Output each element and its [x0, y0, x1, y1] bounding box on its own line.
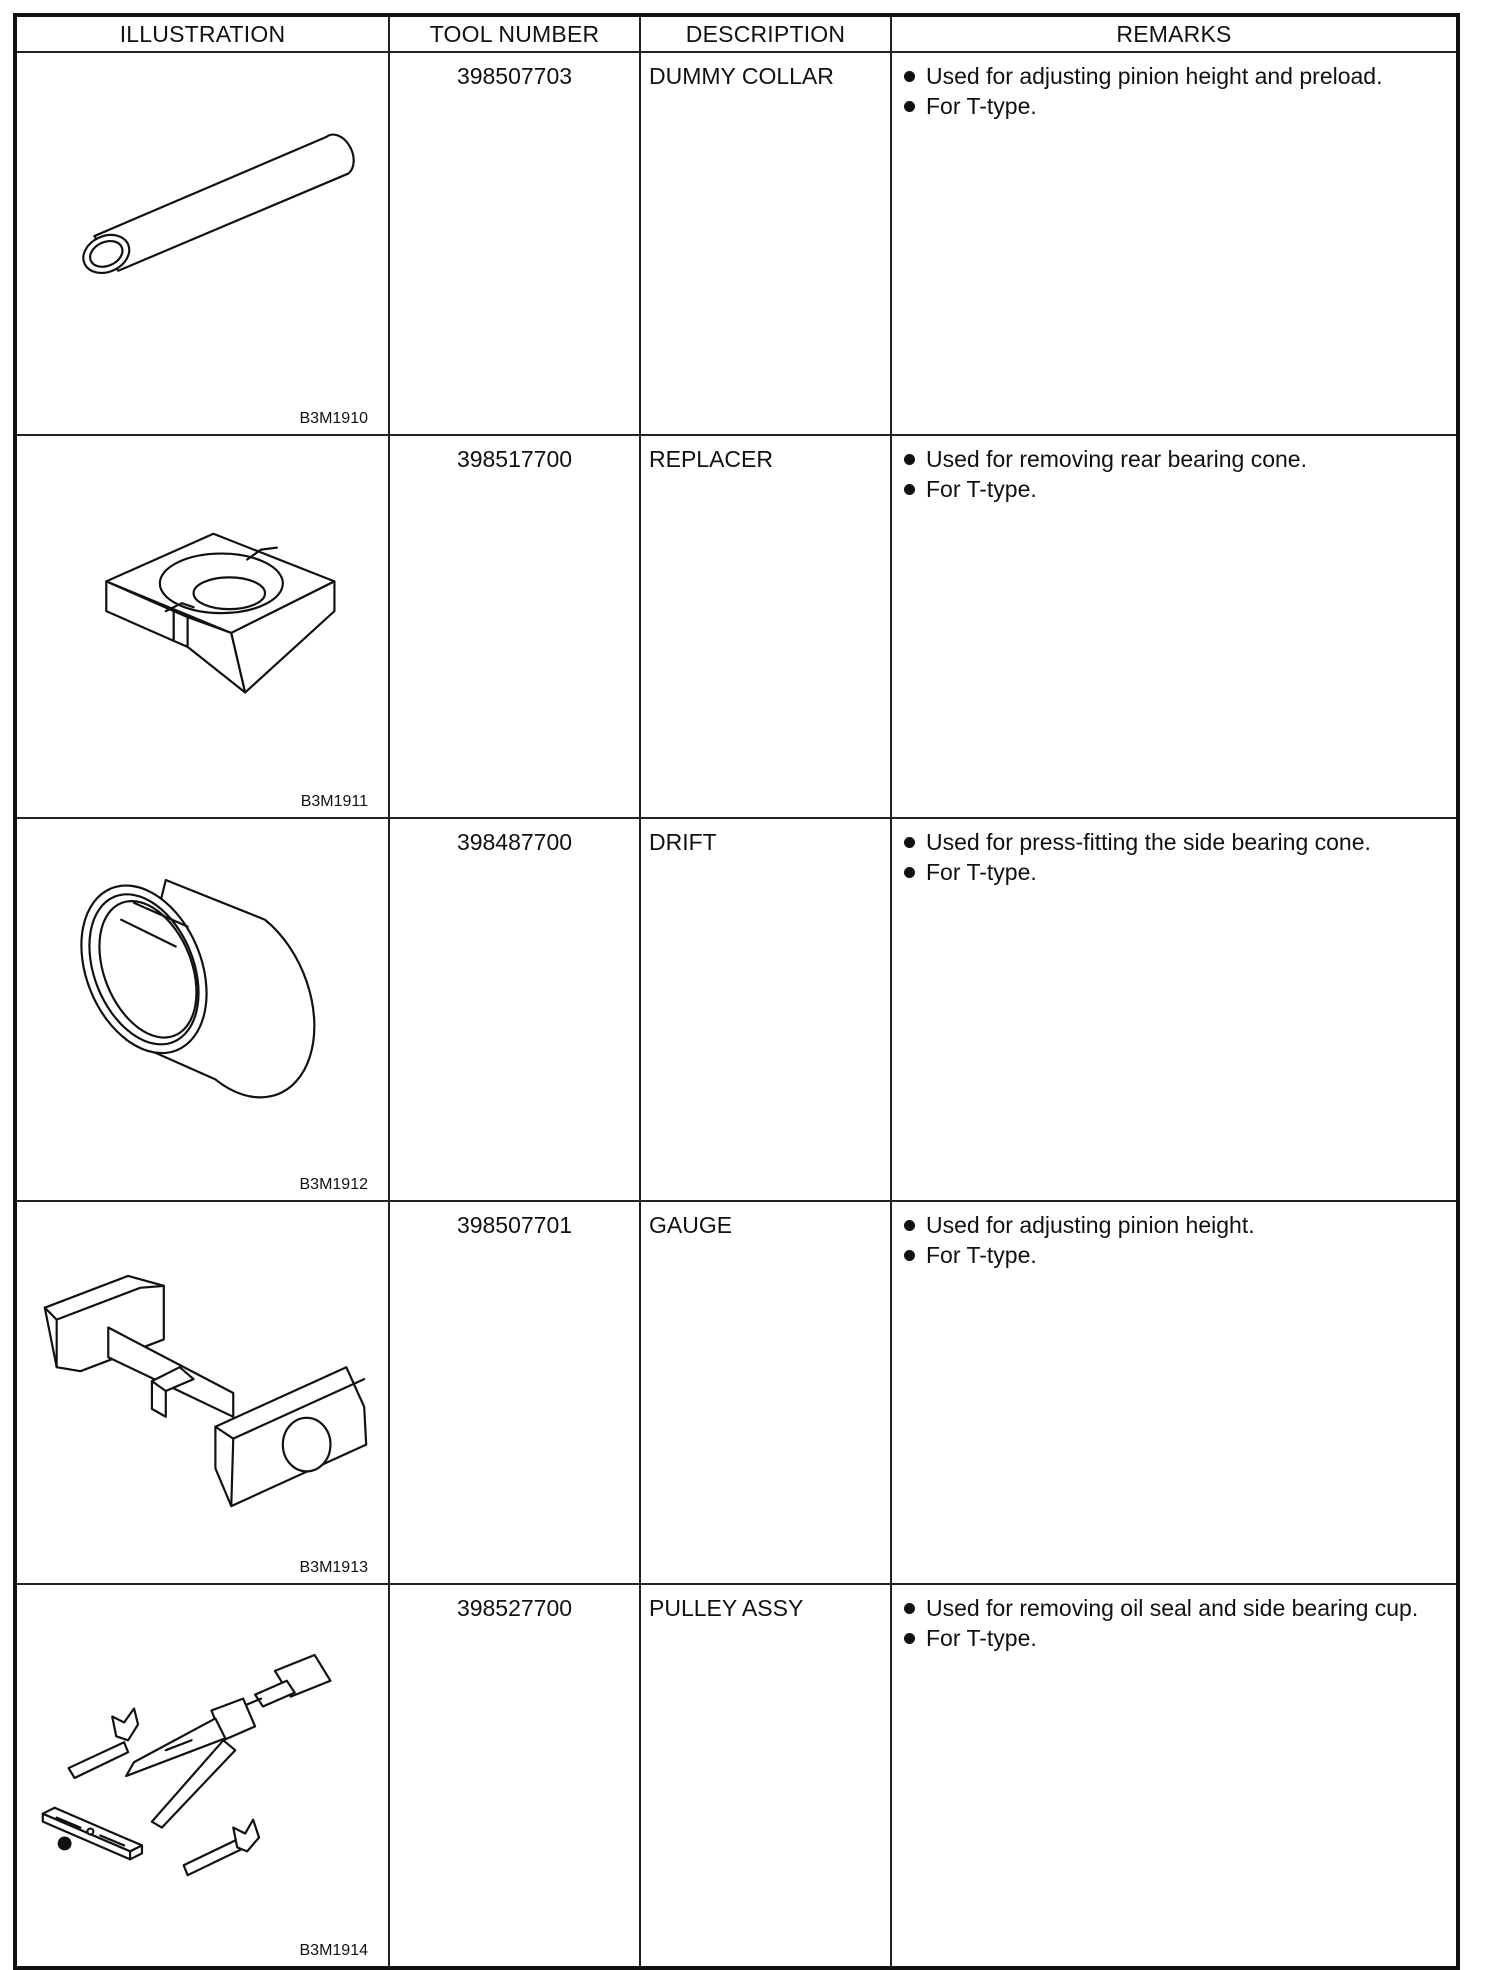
tool-description: PULLEY ASSY — [640, 1584, 891, 1968]
gauge-icon — [17, 1202, 388, 1583]
bullet-icon — [904, 1633, 915, 1644]
ring-drift-icon — [17, 819, 388, 1200]
illustration-cell — [15, 1584, 389, 1968]
header-illustration: ILLUSTRATION — [15, 15, 389, 52]
remarks-cell — [891, 435, 1458, 818]
tool-number: 398507703 — [389, 52, 640, 435]
bullet-icon — [904, 837, 915, 848]
figure-code: B3M1911 — [300, 793, 368, 810]
remark-item: For T-type. — [902, 857, 1448, 887]
special-tools-table — [13, 13, 1460, 1970]
table-row — [15, 818, 1458, 1201]
bullet-icon — [904, 1250, 915, 1261]
figure-code: B3M1914 — [299, 1942, 368, 1959]
remarks-cell — [891, 1201, 1458, 1584]
remark-item: For T-type. — [902, 1623, 1448, 1653]
table-row — [15, 435, 1458, 818]
remark-item: For T-type. — [902, 91, 1448, 121]
tool-description: GAUGE — [640, 1201, 891, 1584]
remarks-cell — [891, 1584, 1458, 1968]
bullet-icon — [904, 867, 915, 878]
tool-number: 398517700 — [389, 435, 640, 818]
tool-number: 398487700 — [389, 818, 640, 1201]
tool-description: DRIFT — [640, 818, 891, 1201]
remark-item: For T-type. — [902, 474, 1448, 504]
pipe-icon — [17, 53, 388, 434]
bullet-icon — [904, 101, 915, 112]
bullet-icon — [904, 1603, 915, 1614]
figure-code: B3M1913 — [299, 1559, 368, 1576]
table-row — [15, 1584, 1458, 1968]
remark-item: Used for removing rear bearing cone. — [902, 444, 1448, 474]
header-remarks: REMARKS — [891, 15, 1458, 52]
remark-item: For T-type. — [902, 1240, 1448, 1270]
puller-assembly-icon — [17, 1585, 388, 1966]
remark-item: Used for adjusting pinion height. — [902, 1210, 1448, 1240]
remarks-cell — [891, 818, 1458, 1201]
remark-item: Used for press-fitting the side bearing cone. — [902, 827, 1448, 857]
tool-number: 398507701 — [389, 1201, 640, 1584]
header-tool-number: TOOL NUMBER — [389, 15, 640, 52]
table-row — [15, 1201, 1458, 1584]
illustration-cell — [15, 52, 389, 435]
illustration-cell — [15, 818, 389, 1201]
tool-description: DUMMY COLLAR — [640, 52, 891, 435]
illustration-cell — [15, 435, 389, 818]
header-description: DESCRIPTION — [640, 15, 891, 52]
header-row — [15, 15, 1458, 52]
table-row — [15, 52, 1458, 435]
figure-code: B3M1912 — [299, 1176, 368, 1193]
illustration-cell — [15, 1201, 389, 1584]
bullet-icon — [904, 1220, 915, 1231]
remarks-cell — [891, 52, 1458, 435]
bullet-icon — [904, 454, 915, 465]
remark-item: Used for adjusting pinion height and preload. — [902, 61, 1448, 91]
bullet-icon — [904, 71, 915, 82]
bullet-icon — [904, 484, 915, 495]
split-block-icon — [17, 436, 388, 817]
tool-number: 398527700 — [389, 1584, 640, 1968]
tool-description: REPLACER — [640, 435, 891, 818]
figure-code: B3M1910 — [299, 410, 368, 427]
remark-item: Used for removing oil seal and side bearing cup. — [902, 1593, 1448, 1623]
